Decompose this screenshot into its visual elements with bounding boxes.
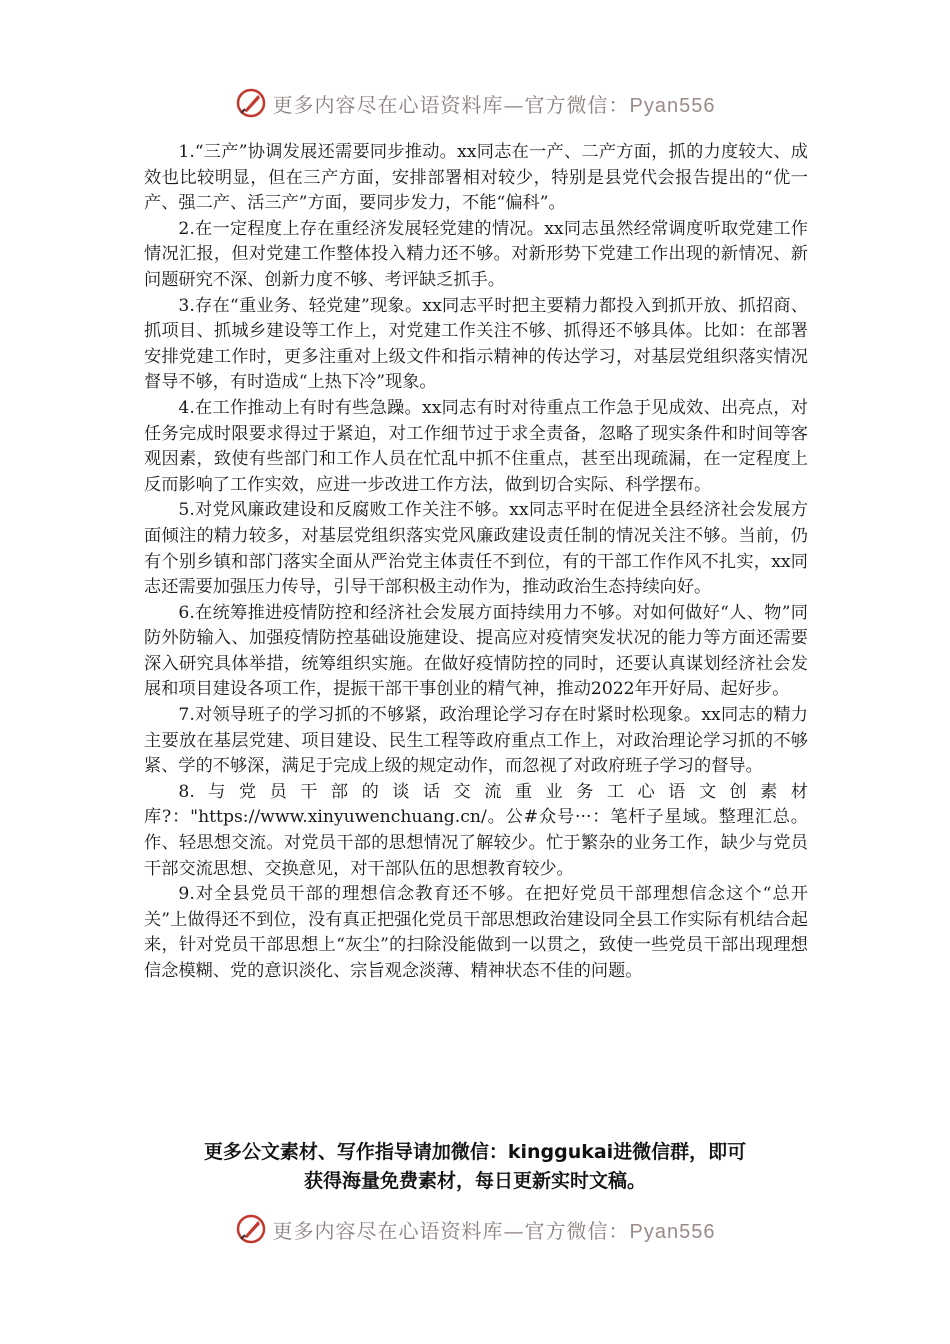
banner-text: 更多内容尽在心语资料库—官方微信：Pyan556 bbox=[272, 1218, 716, 1243]
paragraph-2: 2.在一定程度上存在重经济发展轻党建的情况。xx同志虽然经常调度听取党建工作情况汇报，但对党建工作整体投入精力还不够。对新形势下党建工作出现的新情况、新问题研究不深、创新力度不够、考评缺乏抓手。 bbox=[144, 218, 808, 290]
quill-logo-icon bbox=[235, 87, 267, 119]
footer-banner bbox=[0, 1210, 950, 1248]
quill-logo-icon bbox=[235, 1213, 267, 1245]
header-banner bbox=[0, 84, 950, 122]
banner-text: 更多内容尽在心语资料库—官方微信：Pyan556 bbox=[272, 92, 716, 117]
paragraph-4: 4.在工作推动上有时有些急躁。xx同志有时对待重点工作急于见成效、出亮点，对任务完成时限要求得过于紧迫，对工作细节过于求全责备，忽略了现实条件和时间等客观因素，致使有些部门和工作人员在忙乱中抓不住重点，甚至出现疏漏，在一定程度上反而影响了工作实效，应进一步改进工作方法，做到切合实际、科学摆布。 bbox=[144, 397, 808, 495]
banner-wechat-id: Pyan556 bbox=[629, 1220, 716, 1243]
document-body bbox=[144, 140, 808, 985]
paragraph-7: 7.对领导班子的学习抓的不够紧，政治理论学习存在时紧时松现象。xx同志的精力主要放在基层党建、项目建设、民生工程等政府重点工作上，对政治理论学习抓的不够紧、学的不够深，满足于完成上级的规定动作，而忽视了对政府班子学习的督导。 bbox=[144, 705, 808, 777]
paragraph-8: 8.与党员干部的谈话交流重业务工心语文创素材库?："https://www.xinyuwenchuang.cn/。公#众号···：笔杆子星域。整理汇总。作、轻思想交流。对党员干部的思想情况了解较少。忙于繁杂的业务工作，缺少与党员干部交流思想、交换意见，对干部队伍的思想教育较少。 bbox=[144, 781, 808, 879]
paragraph-1: 1.“三产”协调发展还需要同步推动。xx同志在一产、二产方面，抓的力度较大、成效也比较明显，但在三产方面，安排部署相对较少，特别是县党代会报告提出的“优一产、强二产、活三产”方面，要同步发力，不能“偏科”。 bbox=[144, 142, 808, 214]
paragraph-5: 5.对党风廉政建设和反腐败工作关注不够。xx同志平时在促进全县经济社会发展方面倾注的精力较多，对基层党组织落实党风廉政建设责任制的情况关注不够。当前，仍有个别乡镇和部门落实全面从严治党主体责任不到位，有的干部工作作风不扎实，xx同志还需要加强压力传导，引导干部积极主动作为，推动政治生态持续向好。 bbox=[144, 500, 808, 598]
paragraph-3: 3.存在“重业务、轻党建”现象。xx同志平时把主要精力都投入到抓开放、抓招商、抓项目、抓城乡建设等工作上，对党建工作关注不够、抓得还不够具体。比如：在部署安排党建工作时，更多注重对上级文件和指示精神的传达学习，对基层党组织落实情况督导不够，有时造成“上热下冷”现象。 bbox=[144, 295, 808, 393]
banner-wechat-id: Pyan556 bbox=[629, 94, 716, 117]
promo-line-2: 获得海量免费素材，每日更新实时文稿。 bbox=[303, 1170, 646, 1192]
promo-notice bbox=[140, 1138, 810, 1196]
paragraph-6: 6.在统筹推进疫情防控和经济社会发展方面持续用力不够。对如何做好“人、物”同防外防输入、加强疫情防控基础设施建设、提高应对疫情突发状况的能力等方面还需要深入研究具体举措，统筹组织实施。在做好疫情防控的同时，还要认真谋划经济社会发展和项目建设各项工作，提振干部干事创业的精气神，推动2022年开好局、起好步。 bbox=[144, 602, 808, 700]
promo-line-1: 更多公文素材、写作指导请加微信：kinggukai进微信群，即可 bbox=[203, 1141, 747, 1163]
paragraph-9: 9.对全县党员干部的理想信念教育还不够。在把好党员干部理想信念这个“总开关”上做得还不到位，没有真正把强化党员干部思想政治建设同全县工作实际有机结合起来，针对党员干部思想上“灰尘”的扫除没能做到一以贯之，致使一些党员干部出现理想信念模糊、党的意识淡化、宗旨观念淡薄、精神状态不佳的问题。 bbox=[144, 884, 808, 981]
